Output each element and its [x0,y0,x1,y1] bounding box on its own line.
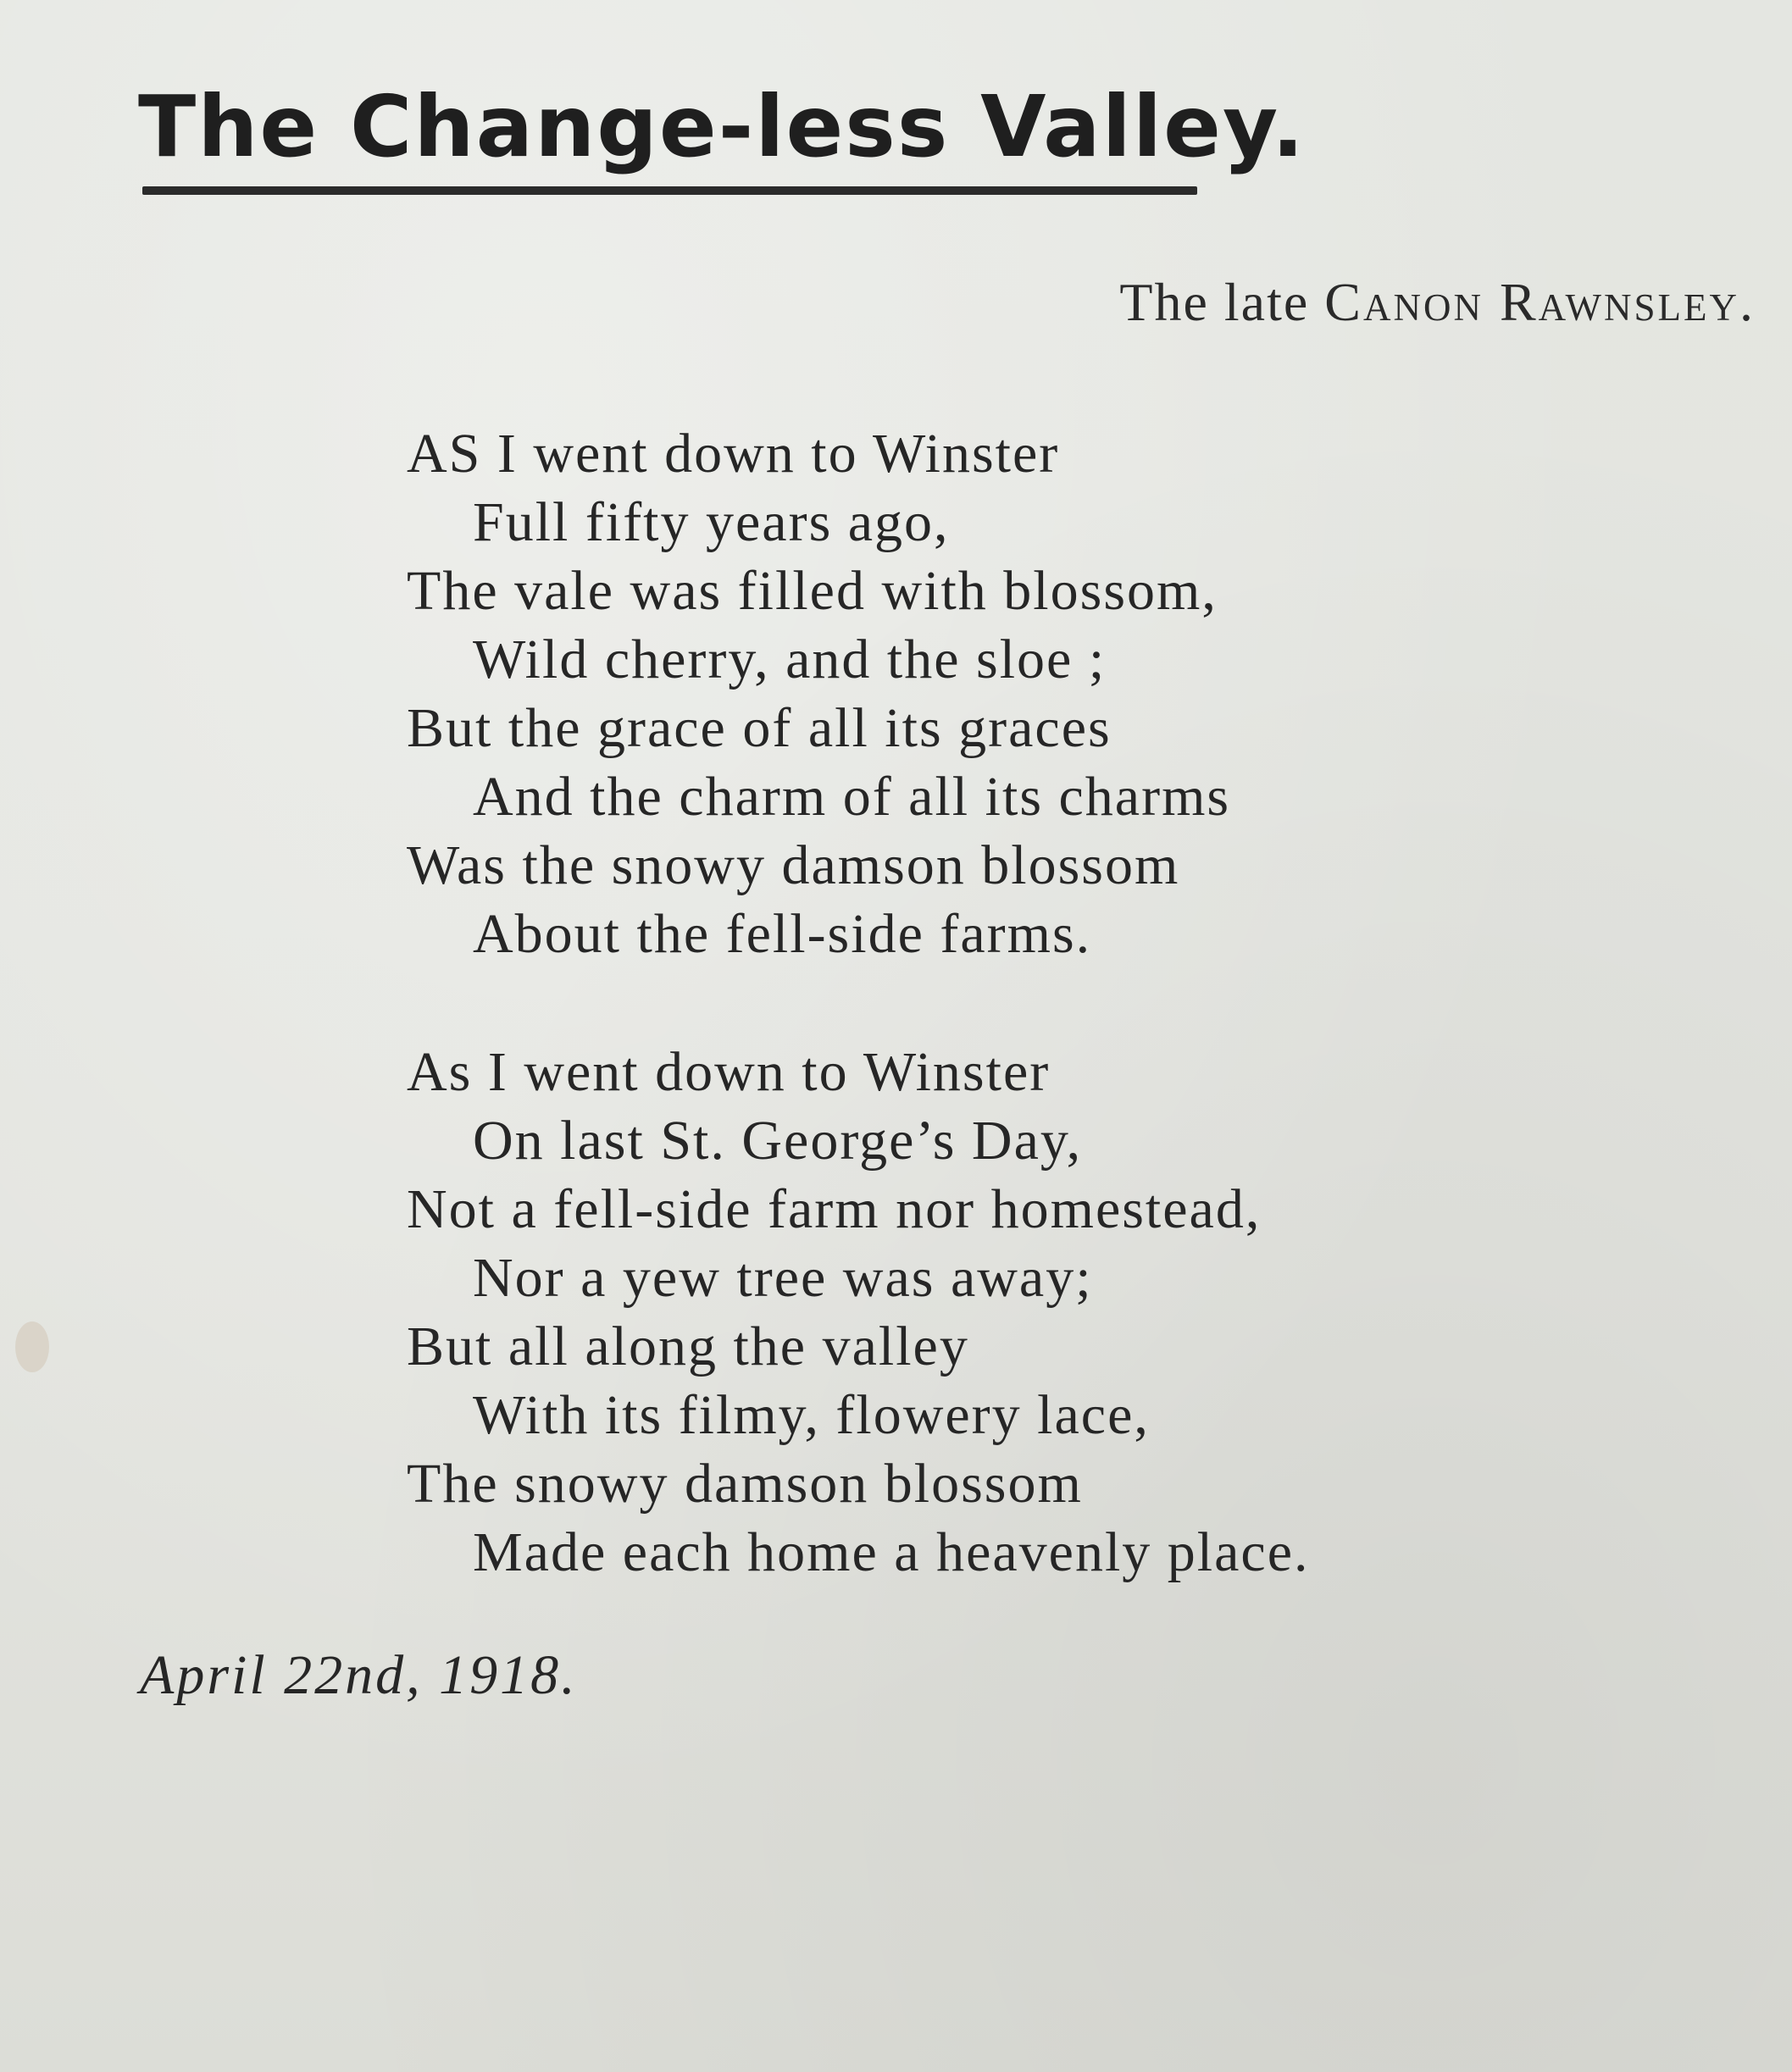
poem-line: AS I went down to Winster [407,423,1060,485]
poem-line: The vale was filled with blossom, [407,560,1218,622]
author-prefix: The late [1119,272,1310,332]
poem-date: April 22nd, 1918. [140,1644,578,1706]
poem-line: Made each home a heavenly place. [473,1521,1310,1583]
poem-body [407,419,1310,1587]
poem-line: Full fifty years ago, [473,491,950,553]
poem-line: With its filmy, flowery lace, [473,1384,1150,1446]
stanza-1 [407,419,1310,968]
poem-line: But all along the valley [407,1316,969,1377]
title-underline [142,186,1197,195]
stanza-2 [407,1038,1310,1587]
author-name: Canon Rawnsley. [1324,272,1756,332]
poem-line: Was the snowy damson blossom [407,834,1180,896]
poem-line: About the fell-side farms. [473,903,1092,965]
poem-line: But the grace of all its graces [407,697,1112,759]
author-attribution [1119,272,1756,332]
poem-line: Not a fell-side farm nor homestead, [407,1178,1262,1240]
poem-line: As I went down to Winster [407,1041,1051,1103]
poem-title: The Change-less Valley. [138,77,1306,176]
poem-line: The snowy damson blossom [407,1453,1083,1515]
poem-line: On last St. George’s Day, [473,1110,1083,1172]
poem-line: Wild cherry, and the sloe ; [473,629,1107,690]
poem-line: And the charm of all its charms [473,766,1231,828]
paper-stain [15,1321,49,1372]
poem-line: Nor a yew tree was away; [473,1247,1093,1309]
